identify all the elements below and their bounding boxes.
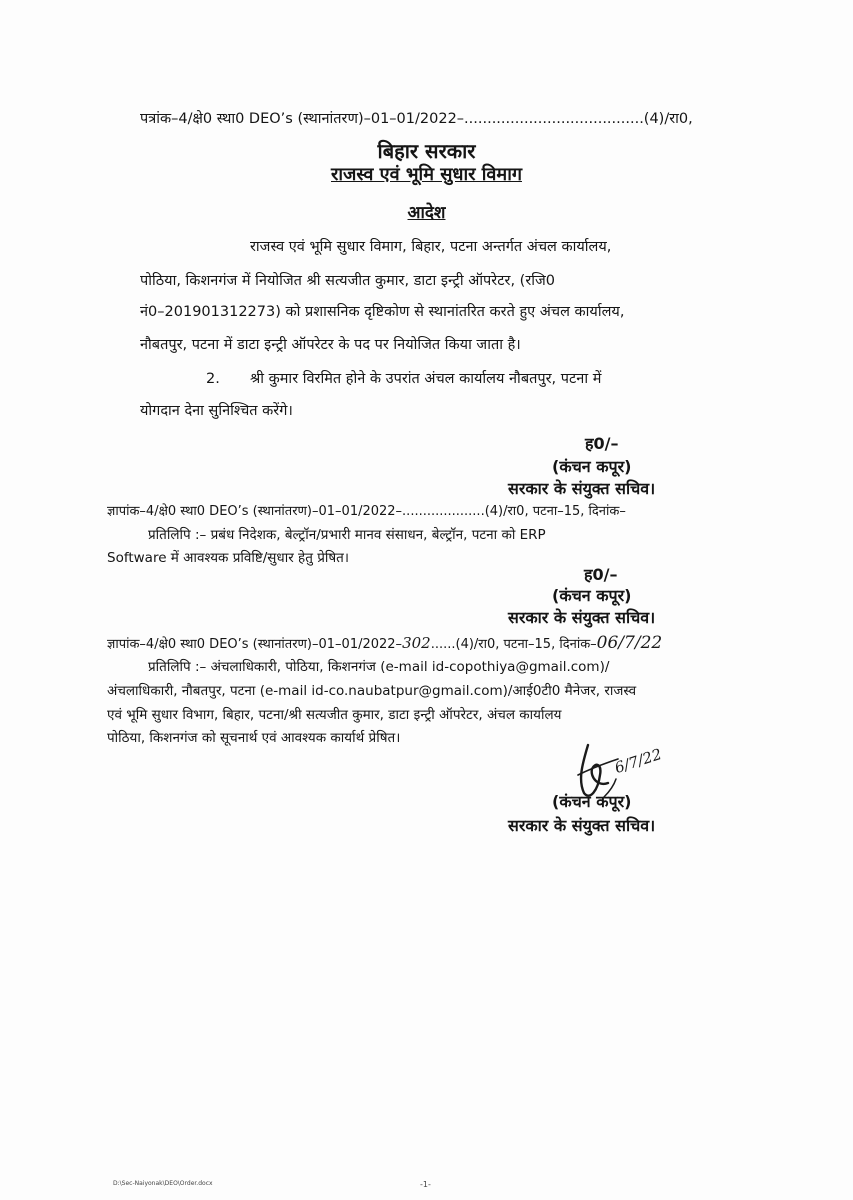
signature3-handwritten-date: 6/7/22 xyxy=(612,744,664,778)
signature3-designation: सरकार के संयुक्त सचिव। xyxy=(508,816,656,835)
department-title: राजस्व एवं भूमि सुधार विमाग xyxy=(331,164,522,185)
order-para1-line: नं0–201901312273) को प्रशासनिक दृष्टिकोण से स्थानांतरित करते हुए अंचल कार्यालय, xyxy=(140,304,625,320)
signature1-name: (कंचन कपूर) xyxy=(552,457,632,476)
signature1-designation: सरकार के संयुक्त सचिव। xyxy=(508,479,656,498)
order-para1-line: नौबतपुर, पटना में डाटा इन्ट्री ऑपरेटर के पद पर नियोजित किया जाता है। xyxy=(140,337,521,353)
memo2-copy-line: एवं भूमि सुधार विभाग, बिहार, पटना/श्री सत्यजीत कुमार, डाटा इन्ट्री ऑपरेटर, अंचल कार्यालय xyxy=(107,707,562,723)
memo1-copy-line: प्रतिलिपि :– प्रबंध निदेशक, बेल्ट्रॉन/प्रभारी मानव संसाधन, बेल्ट्रॉन, पटना को ERP xyxy=(148,527,546,543)
order-para2-line: योगदान देना सुनिश्चित करेंगे। xyxy=(140,403,293,419)
signature1-signed: ह0/– xyxy=(585,434,619,453)
memo2-reference-line xyxy=(107,634,662,654)
signature2-designation: सरकार के संयुक्त सचिव। xyxy=(508,608,656,627)
memo2-ref-prefix: ज्ञापांक–4/क्षे0 स्था0 DEO’s (स्थानांतरण)–01–01/2022– xyxy=(107,637,403,652)
memo2-handwritten-number: 302 xyxy=(402,634,431,652)
signature3-name: (कंचन कपूर) xyxy=(552,792,632,811)
memo2-copy-line: अंचलाधिकारी, नौबतपुर, पटना (e-mail id-co.naubatpur@gmail.com)/आई0टी0 मैनेजर, राजस्व xyxy=(107,683,637,699)
memo1-copy-line: Software में आवश्यक प्रविष्टि/सुधार हेतु प्रेषित। xyxy=(107,550,349,566)
memo2-ref-suffix: ......(4)/रा0, पटना–15, दिनांक– xyxy=(430,637,597,652)
footer-file-path: D:\Sec-Naiyonak\DEO\Order.docx xyxy=(113,1180,213,1187)
memo2-copy-line: पोठिया, किशनगंज को सूचनार्थ एवं आवश्यक कार्यार्थ प्रेषित। xyxy=(107,730,401,746)
memo1-reference-line: ज्ञापांक–4/क्षे0 स्था0 DEO’s (स्थानांतरण)–01–01/2022–....................(4)/रा0, पटना–15, दिनांक– xyxy=(107,504,626,519)
order-reference-line: पत्रांक–4/क्षे0 स्था0 DEO’s (स्थानांतरण)–01–01/2022–.......................................(4)/रा0, xyxy=(140,111,693,127)
signature2-name: (कंचन कपूर) xyxy=(552,586,632,605)
memo2-copy-line: प्रतिलिपि :– अंचलाधिकारी, पोठिया, किशनगंज (e-mail id-copothiya@gmail.com)/ xyxy=(148,659,610,675)
government-title: बिहार सरकार xyxy=(377,139,476,163)
order-para1-line: पोठिया, किशनगंज में नियोजित श्री सत्यजीत कुमार, डाटा इन्ट्री ऑपरेटर, (रजि0 xyxy=(140,273,555,289)
memo2-handwritten-date: 06/7/22 xyxy=(596,633,663,653)
order-para2-number: 2. xyxy=(206,371,220,387)
footer-page-number: -1- xyxy=(420,1180,431,1189)
order-heading: आदेश xyxy=(407,203,446,223)
signature2-signed: ह0/– xyxy=(584,565,618,584)
order-para2-line: श्री कुमार विरमित होने के उपरांत अंचल कार्यालय नौबतपुर, पटना में xyxy=(250,371,602,387)
order-para1-line: राजस्व एवं भूमि सुधार विमाग, बिहार, पटना अन्तर्गत अंचल कार्यालय, xyxy=(250,239,612,255)
